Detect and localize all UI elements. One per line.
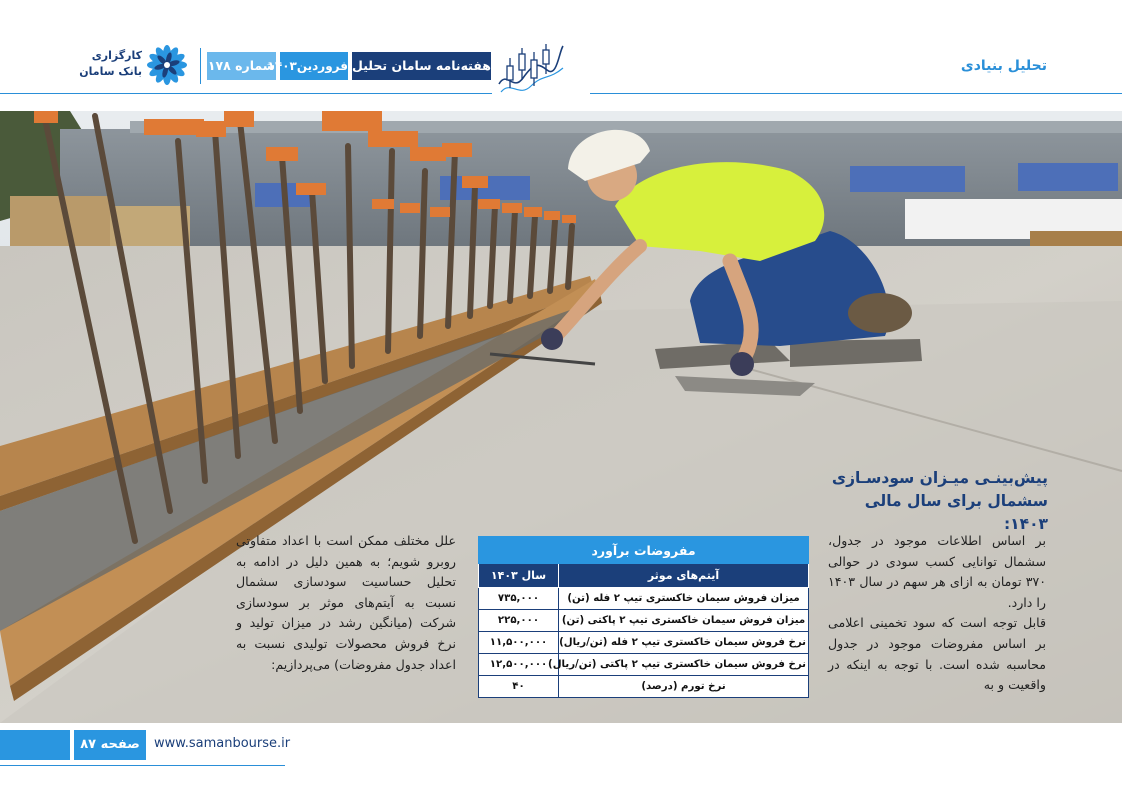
article-body-right	[828, 531, 1046, 696]
header-rule-right	[590, 93, 1122, 94]
table-header-item: آیتم‌های موثر	[559, 564, 809, 588]
brand-line-1: کارگزاری	[91, 49, 142, 62]
issue-date: فروردین۱۴۰۳	[280, 52, 348, 80]
table-cell-value: ۱۱,۵۰۰,۰۰۰	[479, 632, 559, 654]
header-divider	[200, 48, 201, 84]
article-title-line-2: سشمال برای سال مالی ۱۴۰۳:	[864, 492, 1048, 533]
table-cell-item: میزان فروش سیمان خاکستری تیپ ۲ فله (تن)	[559, 588, 809, 610]
footer-rule	[0, 765, 285, 766]
section-title: تحلیل بنیادی	[960, 58, 1047, 74]
table-cell-item: نرخ فروش سیمان خاکستری تیپ ۲ پاکتی (تن/ریال)	[559, 654, 809, 676]
starburst-flower-logo-icon	[146, 44, 188, 86]
article-title	[820, 467, 1048, 536]
footer-accent-bar	[0, 730, 70, 760]
paragraph: قابل توجه است که سود تخمینی اعلامی بر اساس مفروضات موجود در جدول محاسبه شده است. با توجه به اینکه در واقعیت و به	[828, 615, 1046, 693]
candlestick-chart-icon	[497, 40, 565, 98]
brand-line-2: بانک سامان	[79, 65, 142, 78]
paragraph: علل مختلف ممکن است با اعداد متفاوتی روبرو شویم؛ به همین دلیل در ادامه به تحلیل حساسیت سودسازی سشمال نسبت به آیتم‌های موثر بر سودسازی شرکت (میانگین رشد در میزان تولید و نرخ فروش محصولات تولیدی نسبت به اعداد جدول مفروضات) می‌پردازیم:	[236, 533, 456, 672]
table-row	[479, 632, 809, 654]
article-title-line-1: پیش‌بینـی میـزان سودسـازی	[831, 469, 1048, 487]
table-cell-item: نرخ فروش سیمان خاکستری تیپ ۲ فله (تن/ریال)	[559, 632, 809, 654]
table-caption: مفروضات برآورد	[479, 537, 809, 564]
page-number: صفحه ۸۷	[74, 730, 146, 760]
table-header-year: سال ۱۴۰۳	[479, 564, 559, 588]
article-body-left	[236, 531, 456, 675]
issue-number: شماره ۱۷۸	[207, 52, 276, 80]
table-row	[479, 654, 809, 676]
bank-saman-logo	[72, 44, 190, 88]
table-cell-value: ۷۳۵,۰۰۰	[479, 588, 559, 610]
table-cell-value: ۱۲,۵۰۰,۰۰۰	[479, 654, 559, 676]
table-row	[479, 610, 809, 632]
table-row	[479, 588, 809, 610]
table-cell-item: نرخ تورم (درصد)	[559, 676, 809, 698]
paragraph: بر اساس اطلاعات موجود در جدول، سشمال توانایی کسب سودی در حوالی ۳۷۰ تومان به ازای هر سهم در سال ۱۴۰۳ را دارد.	[828, 533, 1046, 610]
table-cell-value: ۴۰	[479, 676, 559, 698]
table-cell-value: ۲۲۵,۰۰۰	[479, 610, 559, 632]
header-rule-left	[0, 93, 492, 94]
brand-name	[72, 48, 142, 80]
table-cell-item: میزان فروش سیمان خاکستری تیپ ۲ پاکتی (تن)	[559, 610, 809, 632]
table-row	[479, 676, 809, 698]
publication-title: هفته‌نامه سامان تحلیل	[352, 52, 491, 80]
assumptions-table	[478, 536, 808, 698]
website-link[interactable]: www.samanbourse.ir	[154, 736, 291, 751]
